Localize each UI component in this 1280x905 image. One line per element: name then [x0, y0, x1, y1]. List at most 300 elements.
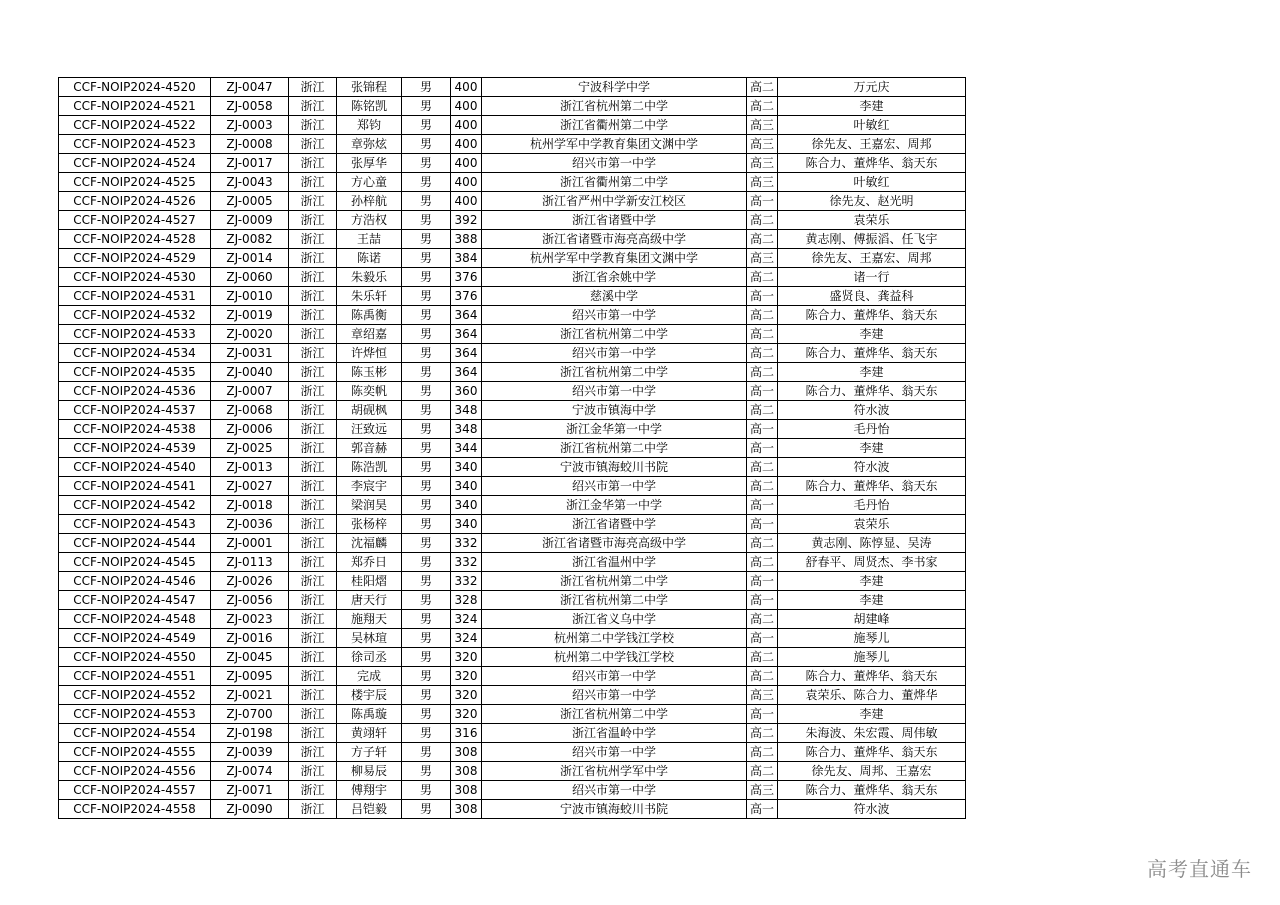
school-cell: 浙江省诸暨中学: [482, 515, 747, 534]
registration-id-cell: CCF-NOIP2024-4550: [59, 648, 211, 667]
table-row: [59, 230, 966, 249]
score-cell: 388: [451, 230, 482, 249]
registration-id-cell: CCF-NOIP2024-4554: [59, 724, 211, 743]
student-name-cell: 章弥炫: [337, 135, 402, 154]
grade-cell: 高二: [747, 610, 778, 629]
student-name-cell: 王喆: [337, 230, 402, 249]
coach-cell: 李建: [778, 705, 966, 724]
student-name-cell: 汪致远: [337, 420, 402, 439]
score-cell: 308: [451, 781, 482, 800]
registration-id-cell: CCF-NOIP2024-4521: [59, 97, 211, 116]
province-cell: 浙江: [289, 344, 337, 363]
province-cell: 浙江: [289, 439, 337, 458]
registration-id-cell: CCF-NOIP2024-4555: [59, 743, 211, 762]
score-cell: 308: [451, 800, 482, 819]
coach-cell: 诸一行: [778, 268, 966, 287]
student-name-cell: 陈浩凯: [337, 458, 402, 477]
province-cell: 浙江: [289, 553, 337, 572]
gender-cell: 男: [402, 230, 451, 249]
contestant-code-cell: ZJ-0007: [211, 382, 289, 401]
coach-cell: 万元庆: [778, 78, 966, 97]
score-cell: 320: [451, 705, 482, 724]
grade-cell: 高三: [747, 781, 778, 800]
coach-cell: 陈合力、董烨华、翁天东: [778, 382, 966, 401]
score-cell: 400: [451, 135, 482, 154]
school-cell: 杭州学军中学教育集团文渊中学: [482, 249, 747, 268]
school-cell: 浙江省衢州第二中学: [482, 116, 747, 135]
score-cell: 332: [451, 572, 482, 591]
grade-cell: 高一: [747, 496, 778, 515]
student-name-cell: 胡砚枫: [337, 401, 402, 420]
score-cell: 332: [451, 534, 482, 553]
contestant-code-cell: ZJ-0071: [211, 781, 289, 800]
table-row: [59, 705, 966, 724]
student-name-cell: 陈玉彬: [337, 363, 402, 382]
province-cell: 浙江: [289, 249, 337, 268]
coach-cell: 叶敏红: [778, 116, 966, 135]
gender-cell: 男: [402, 686, 451, 705]
table-row: [59, 743, 966, 762]
province-cell: 浙江: [289, 458, 337, 477]
province-cell: 浙江: [289, 306, 337, 325]
score-cell: 332: [451, 553, 482, 572]
score-cell: 400: [451, 97, 482, 116]
contestant-code-cell: ZJ-0008: [211, 135, 289, 154]
registration-id-cell: CCF-NOIP2024-4532: [59, 306, 211, 325]
school-cell: 杭州第二中学钱江学校: [482, 648, 747, 667]
contestant-code-cell: ZJ-0003: [211, 116, 289, 135]
score-cell: 400: [451, 192, 482, 211]
gender-cell: 男: [402, 610, 451, 629]
student-name-cell: 黄翊轩: [337, 724, 402, 743]
province-cell: 浙江: [289, 572, 337, 591]
province-cell: 浙江: [289, 477, 337, 496]
contestant-code-cell: ZJ-0043: [211, 173, 289, 192]
table-row: [59, 629, 966, 648]
student-name-cell: 郭音赫: [337, 439, 402, 458]
table-row: [59, 800, 966, 819]
registration-id-cell: CCF-NOIP2024-4549: [59, 629, 211, 648]
coach-cell: 李建: [778, 439, 966, 458]
gender-cell: 男: [402, 591, 451, 610]
student-name-cell: 陈禹衡: [337, 306, 402, 325]
score-cell: 400: [451, 173, 482, 192]
coach-cell: 李建: [778, 572, 966, 591]
registration-id-cell: CCF-NOIP2024-4542: [59, 496, 211, 515]
table-row: [59, 420, 966, 439]
contestant-code-cell: ZJ-0082: [211, 230, 289, 249]
grade-cell: 高二: [747, 78, 778, 97]
contestant-code-cell: ZJ-0021: [211, 686, 289, 705]
contestant-code-cell: ZJ-0060: [211, 268, 289, 287]
grade-cell: 高一: [747, 705, 778, 724]
province-cell: 浙江: [289, 154, 337, 173]
province-cell: 浙江: [289, 515, 337, 534]
gender-cell: 男: [402, 192, 451, 211]
gender-cell: 男: [402, 515, 451, 534]
school-cell: 浙江省余姚中学: [482, 268, 747, 287]
student-name-cell: 张锦程: [337, 78, 402, 97]
score-cell: 400: [451, 78, 482, 97]
student-name-cell: 郑乔日: [337, 553, 402, 572]
table-row: [59, 211, 966, 230]
province-cell: 浙江: [289, 534, 337, 553]
registration-id-cell: CCF-NOIP2024-4539: [59, 439, 211, 458]
grade-cell: 高二: [747, 648, 778, 667]
score-cell: 316: [451, 724, 482, 743]
contestant-code-cell: ZJ-0700: [211, 705, 289, 724]
province-cell: 浙江: [289, 648, 337, 667]
coach-cell: 陈合力、董烨华、翁天东: [778, 667, 966, 686]
results-table: [58, 77, 966, 819]
school-cell: 杭州第二中学钱江学校: [482, 629, 747, 648]
contestant-code-cell: ZJ-0040: [211, 363, 289, 382]
score-cell: 340: [451, 477, 482, 496]
coach-cell: 符水波: [778, 800, 966, 819]
registration-id-cell: CCF-NOIP2024-4525: [59, 173, 211, 192]
contestant-code-cell: ZJ-0074: [211, 762, 289, 781]
registration-id-cell: CCF-NOIP2024-4556: [59, 762, 211, 781]
score-cell: 308: [451, 743, 482, 762]
gender-cell: 男: [402, 667, 451, 686]
gender-cell: 男: [402, 344, 451, 363]
school-cell: 杭州学军中学教育集团文渊中学: [482, 135, 747, 154]
table-row: [59, 553, 966, 572]
school-cell: 浙江省杭州第二中学: [482, 705, 747, 724]
coach-cell: 陈合力、董烨华、翁天东: [778, 781, 966, 800]
province-cell: 浙江: [289, 667, 337, 686]
school-cell: 绍兴市第一中学: [482, 477, 747, 496]
coach-cell: 叶敏红: [778, 173, 966, 192]
coach-cell: 李建: [778, 325, 966, 344]
gender-cell: 男: [402, 116, 451, 135]
registration-id-cell: CCF-NOIP2024-4553: [59, 705, 211, 724]
student-name-cell: 郑钧: [337, 116, 402, 135]
school-cell: 浙江省严州中学新安江校区: [482, 192, 747, 211]
contestant-code-cell: ZJ-0027: [211, 477, 289, 496]
gender-cell: 男: [402, 800, 451, 819]
table-row: [59, 97, 966, 116]
grade-cell: 高二: [747, 477, 778, 496]
contestant-code-cell: ZJ-0016: [211, 629, 289, 648]
province-cell: 浙江: [289, 401, 337, 420]
contestant-code-cell: ZJ-0009: [211, 211, 289, 230]
grade-cell: 高一: [747, 287, 778, 306]
grade-cell: 高一: [747, 629, 778, 648]
school-cell: 宁波市镇海蛟川书院: [482, 800, 747, 819]
contestant-code-cell: ZJ-0039: [211, 743, 289, 762]
registration-id-cell: CCF-NOIP2024-4545: [59, 553, 211, 572]
score-cell: 400: [451, 116, 482, 135]
score-cell: 340: [451, 458, 482, 477]
grade-cell: 高一: [747, 420, 778, 439]
registration-id-cell: CCF-NOIP2024-4529: [59, 249, 211, 268]
gender-cell: 男: [402, 648, 451, 667]
coach-cell: 施琴儿: [778, 648, 966, 667]
gender-cell: 男: [402, 78, 451, 97]
score-cell: 360: [451, 382, 482, 401]
gender-cell: 男: [402, 363, 451, 382]
coach-cell: 陈合力、董烨华、翁天东: [778, 154, 966, 173]
grade-cell: 高二: [747, 667, 778, 686]
province-cell: 浙江: [289, 230, 337, 249]
gender-cell: 男: [402, 135, 451, 154]
province-cell: 浙江: [289, 192, 337, 211]
registration-id-cell: CCF-NOIP2024-4552: [59, 686, 211, 705]
grade-cell: 高二: [747, 743, 778, 762]
province-cell: 浙江: [289, 363, 337, 382]
table-row: [59, 686, 966, 705]
gender-cell: 男: [402, 781, 451, 800]
province-cell: 浙江: [289, 705, 337, 724]
table-row: [59, 496, 966, 515]
gender-cell: 男: [402, 173, 451, 192]
grade-cell: 高二: [747, 762, 778, 781]
student-name-cell: 施翔天: [337, 610, 402, 629]
student-name-cell: 陈禹璇: [337, 705, 402, 724]
score-cell: 384: [451, 249, 482, 268]
registration-id-cell: CCF-NOIP2024-4558: [59, 800, 211, 819]
table-body: [59, 78, 966, 819]
coach-cell: 毛丹怡: [778, 420, 966, 439]
school-cell: 浙江省杭州第二中学: [482, 439, 747, 458]
score-cell: 348: [451, 401, 482, 420]
score-cell: 308: [451, 762, 482, 781]
gender-cell: 男: [402, 458, 451, 477]
school-cell: 慈溪中学: [482, 287, 747, 306]
registration-id-cell: CCF-NOIP2024-4536: [59, 382, 211, 401]
coach-cell: 朱海波、朱宏霞、周伟敏: [778, 724, 966, 743]
student-name-cell: 唐天行: [337, 591, 402, 610]
school-cell: 浙江省杭州第二中学: [482, 97, 747, 116]
grade-cell: 高三: [747, 249, 778, 268]
score-cell: 328: [451, 591, 482, 610]
contestant-code-cell: ZJ-0023: [211, 610, 289, 629]
grade-cell: 高三: [747, 154, 778, 173]
student-name-cell: 陈诺: [337, 249, 402, 268]
school-cell: 浙江省杭州第二中学: [482, 591, 747, 610]
student-name-cell: 孙梓航: [337, 192, 402, 211]
score-cell: 364: [451, 363, 482, 382]
score-cell: 324: [451, 629, 482, 648]
province-cell: 浙江: [289, 686, 337, 705]
coach-cell: 袁荣乐: [778, 211, 966, 230]
registration-id-cell: CCF-NOIP2024-4538: [59, 420, 211, 439]
school-cell: 绍兴市第一中学: [482, 306, 747, 325]
registration-id-cell: CCF-NOIP2024-4541: [59, 477, 211, 496]
student-name-cell: 章绍嘉: [337, 325, 402, 344]
contestant-code-cell: ZJ-0113: [211, 553, 289, 572]
table-row: [59, 78, 966, 97]
grade-cell: 高二: [747, 97, 778, 116]
province-cell: 浙江: [289, 800, 337, 819]
province-cell: 浙江: [289, 382, 337, 401]
student-name-cell: 朱乐轩: [337, 287, 402, 306]
gender-cell: 男: [402, 420, 451, 439]
student-name-cell: 张杨梓: [337, 515, 402, 534]
province-cell: 浙江: [289, 173, 337, 192]
gender-cell: 男: [402, 287, 451, 306]
score-cell: 392: [451, 211, 482, 230]
table-row: [59, 382, 966, 401]
school-cell: 浙江金华第一中学: [482, 496, 747, 515]
table-row: [59, 648, 966, 667]
province-cell: 浙江: [289, 116, 337, 135]
province-cell: 浙江: [289, 97, 337, 116]
school-cell: 浙江省诸暨市海亮高级中学: [482, 230, 747, 249]
grade-cell: 高一: [747, 515, 778, 534]
score-cell: 340: [451, 515, 482, 534]
school-cell: 浙江省温州中学: [482, 553, 747, 572]
grade-cell: 高二: [747, 344, 778, 363]
contestant-code-cell: ZJ-0036: [211, 515, 289, 534]
contestant-code-cell: ZJ-0056: [211, 591, 289, 610]
coach-cell: 盛贤良、龚益科: [778, 287, 966, 306]
score-cell: 364: [451, 344, 482, 363]
coach-cell: 陈合力、董烨华、翁天东: [778, 477, 966, 496]
coach-cell: 符水波: [778, 458, 966, 477]
province-cell: 浙江: [289, 268, 337, 287]
student-name-cell: 方子轩: [337, 743, 402, 762]
student-name-cell: 完成: [337, 667, 402, 686]
coach-cell: 徐先友、赵光明: [778, 192, 966, 211]
province-cell: 浙江: [289, 724, 337, 743]
table-row: [59, 401, 966, 420]
grade-cell: 高二: [747, 363, 778, 382]
grade-cell: 高三: [747, 686, 778, 705]
registration-id-cell: CCF-NOIP2024-4544: [59, 534, 211, 553]
grade-cell: 高二: [747, 401, 778, 420]
gender-cell: 男: [402, 534, 451, 553]
grade-cell: 高二: [747, 724, 778, 743]
school-cell: 绍兴市第一中学: [482, 667, 747, 686]
table-row: [59, 116, 966, 135]
school-cell: 浙江省温岭中学: [482, 724, 747, 743]
school-cell: 浙江省诸暨市海亮高级中学: [482, 534, 747, 553]
registration-id-cell: CCF-NOIP2024-4547: [59, 591, 211, 610]
student-name-cell: 许烨恒: [337, 344, 402, 363]
registration-id-cell: CCF-NOIP2024-4531: [59, 287, 211, 306]
contestant-code-cell: ZJ-0026: [211, 572, 289, 591]
gender-cell: 男: [402, 249, 451, 268]
registration-id-cell: CCF-NOIP2024-4524: [59, 154, 211, 173]
school-cell: 绍兴市第一中学: [482, 344, 747, 363]
coach-cell: 陈合力、董烨华、翁天东: [778, 306, 966, 325]
gender-cell: 男: [402, 743, 451, 762]
coach-cell: 黄志刚、陈惇显、吴涛: [778, 534, 966, 553]
table-row: [59, 306, 966, 325]
coach-cell: 毛丹怡: [778, 496, 966, 515]
contestant-code-cell: ZJ-0010: [211, 287, 289, 306]
province-cell: 浙江: [289, 762, 337, 781]
table-row: [59, 610, 966, 629]
student-name-cell: 李宸宇: [337, 477, 402, 496]
student-name-cell: 梁润昊: [337, 496, 402, 515]
score-cell: 340: [451, 496, 482, 515]
table-row: [59, 477, 966, 496]
province-cell: 浙江: [289, 743, 337, 762]
table-row: [59, 192, 966, 211]
contestant-code-cell: ZJ-0045: [211, 648, 289, 667]
score-cell: 376: [451, 287, 482, 306]
grade-cell: 高二: [747, 306, 778, 325]
table-row: [59, 515, 966, 534]
score-cell: 320: [451, 648, 482, 667]
table-row: [59, 572, 966, 591]
gender-cell: 男: [402, 97, 451, 116]
contestant-code-cell: ZJ-0095: [211, 667, 289, 686]
gender-cell: 男: [402, 154, 451, 173]
school-cell: 绍兴市第一中学: [482, 781, 747, 800]
school-cell: 浙江金华第一中学: [482, 420, 747, 439]
score-cell: 364: [451, 306, 482, 325]
gender-cell: 男: [402, 268, 451, 287]
registration-id-cell: CCF-NOIP2024-4528: [59, 230, 211, 249]
table-row: [59, 268, 966, 287]
registration-id-cell: CCF-NOIP2024-4520: [59, 78, 211, 97]
grade-cell: 高一: [747, 382, 778, 401]
gender-cell: 男: [402, 496, 451, 515]
student-name-cell: 楼宇辰: [337, 686, 402, 705]
registration-id-cell: CCF-NOIP2024-4527: [59, 211, 211, 230]
table-row: [59, 762, 966, 781]
score-cell: 376: [451, 268, 482, 287]
student-name-cell: 沈福麟: [337, 534, 402, 553]
contestant-code-cell: ZJ-0006: [211, 420, 289, 439]
table-row: [59, 325, 966, 344]
registration-id-cell: CCF-NOIP2024-4537: [59, 401, 211, 420]
coach-cell: 舒春平、周贤杰、李书家: [778, 553, 966, 572]
school-cell: 浙江省杭州第二中学: [482, 572, 747, 591]
gender-cell: 男: [402, 477, 451, 496]
province-cell: 浙江: [289, 610, 337, 629]
gender-cell: 男: [402, 705, 451, 724]
table-row: [59, 591, 966, 610]
registration-id-cell: CCF-NOIP2024-4543: [59, 515, 211, 534]
coach-cell: 施琴儿: [778, 629, 966, 648]
contestant-code-cell: ZJ-0014: [211, 249, 289, 268]
province-cell: 浙江: [289, 78, 337, 97]
gender-cell: 男: [402, 439, 451, 458]
school-cell: 浙江省衢州第二中学: [482, 173, 747, 192]
grade-cell: 高一: [747, 439, 778, 458]
registration-id-cell: CCF-NOIP2024-4526: [59, 192, 211, 211]
grade-cell: 高一: [747, 800, 778, 819]
score-cell: 320: [451, 686, 482, 705]
gender-cell: 男: [402, 553, 451, 572]
gender-cell: 男: [402, 382, 451, 401]
registration-id-cell: CCF-NOIP2024-4551: [59, 667, 211, 686]
contestant-code-cell: ZJ-0025: [211, 439, 289, 458]
gender-cell: 男: [402, 306, 451, 325]
grade-cell: 高二: [747, 553, 778, 572]
contestant-code-cell: ZJ-0068: [211, 401, 289, 420]
grade-cell: 高三: [747, 135, 778, 154]
grade-cell: 高二: [747, 534, 778, 553]
student-name-cell: 吴林瑄: [337, 629, 402, 648]
province-cell: 浙江: [289, 135, 337, 154]
contestant-code-cell: ZJ-0019: [211, 306, 289, 325]
grade-cell: 高一: [747, 192, 778, 211]
table-row: [59, 287, 966, 306]
table-row: [59, 458, 966, 477]
coach-cell: 陈合力、董烨华、翁天东: [778, 743, 966, 762]
gender-cell: 男: [402, 629, 451, 648]
table-row: [59, 249, 966, 268]
coach-cell: 陈合力、董烨华、翁天东: [778, 344, 966, 363]
gender-cell: 男: [402, 724, 451, 743]
registration-id-cell: CCF-NOIP2024-4557: [59, 781, 211, 800]
